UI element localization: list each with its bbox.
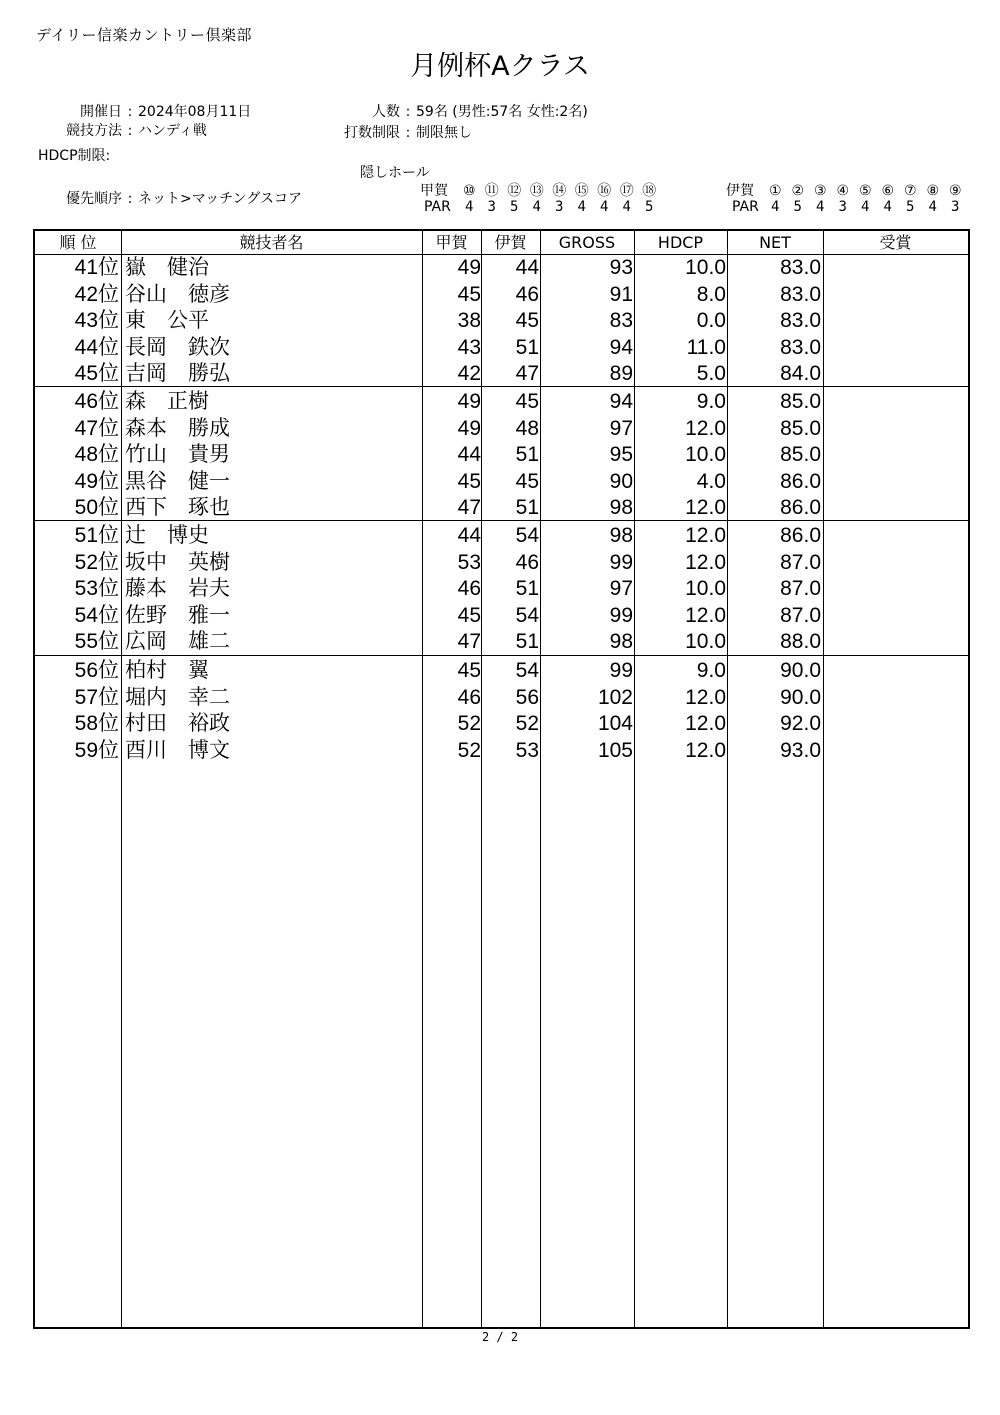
table-row xyxy=(35,603,968,630)
net-cell: 83.0 xyxy=(780,256,821,279)
results-table xyxy=(33,229,970,1329)
net-cell: 84.0 xyxy=(780,362,821,385)
player-name-cell: 竹山 貴男 xyxy=(125,443,230,466)
par-value: 4 xyxy=(532,199,541,215)
table-row xyxy=(35,658,968,685)
hdcp-cell: 5.0 xyxy=(696,362,726,385)
course-b-score-cell: 54 xyxy=(515,603,539,627)
player-name-cell: 西下 琢也 xyxy=(125,496,230,519)
course-a-pars xyxy=(424,199,661,215)
course-b-score-cell: 44 xyxy=(515,256,539,279)
gross-cell: 99 xyxy=(609,659,633,682)
rank-cell: 59位 xyxy=(74,738,119,762)
table-row xyxy=(35,550,968,577)
hole-number: ⑱ xyxy=(642,183,657,199)
player-name-cell: 長岡 鉄次 xyxy=(125,335,230,359)
net-cell: 85.0 xyxy=(780,416,821,440)
player-name-cell: 村田 裕政 xyxy=(125,712,230,735)
hidden-holes-label: 隠しホール xyxy=(360,165,430,181)
player-name-cell: 広岡 雄二 xyxy=(125,630,230,653)
par-value: 4 xyxy=(883,199,892,215)
info-date xyxy=(40,101,251,121)
course-a-score-cell: 49 xyxy=(457,416,481,440)
player-name-cell: 柏村 翼 xyxy=(125,659,209,682)
course-a-score-cell: 47 xyxy=(457,496,481,519)
rank-cell: 44位 xyxy=(74,335,119,359)
player-name-cell: 東 公平 xyxy=(125,309,209,332)
hdcp-cell: 10.0 xyxy=(685,256,726,279)
net-cell: 92.0 xyxy=(780,712,821,735)
course-a-score-cell: 45 xyxy=(457,282,481,306)
hole-number: ② xyxy=(791,183,805,199)
gross-cell: 99 xyxy=(609,603,633,627)
gross-cell: 94 xyxy=(609,390,633,413)
course-b-score-cell: 51 xyxy=(515,443,539,466)
course-a-score-cell: 46 xyxy=(457,577,481,600)
info-stroke-value: 制限無し xyxy=(416,125,472,141)
net-cell: 87.0 xyxy=(780,550,821,574)
info-players-value: 59名 (男性:57名 女性:2名) xyxy=(416,104,588,120)
table-row xyxy=(35,361,968,388)
table-row xyxy=(35,255,968,282)
gross-cell: 98 xyxy=(609,496,633,519)
par-value: 4 xyxy=(577,199,586,215)
course-a-score-cell: 52 xyxy=(457,738,481,762)
course-a-score-cell: 53 xyxy=(457,550,481,574)
page-title: 月例杯Aクラス xyxy=(410,51,590,82)
net-cell: 90.0 xyxy=(780,659,821,682)
table-row xyxy=(35,629,968,656)
course-b-score-cell: 53 xyxy=(515,738,539,762)
rank-cell: 43位 xyxy=(74,309,119,332)
hole-number: ③ xyxy=(813,183,827,199)
net-cell: 87.0 xyxy=(780,577,821,600)
course-a-score-cell: 42 xyxy=(457,362,481,385)
par-value: 3 xyxy=(951,199,960,215)
hole-number: ⑯ xyxy=(597,183,612,199)
player-name-cell: 森 正樹 xyxy=(125,390,209,413)
player-name-cell: 吉岡 勝弘 xyxy=(125,362,230,385)
rank-cell: 42位 xyxy=(74,282,119,306)
rank-cell: 48位 xyxy=(74,443,119,466)
course-b-score-cell: 48 xyxy=(515,416,539,440)
club-name: デイリー信楽カントリー倶楽部 xyxy=(36,26,252,44)
gross-cell: 105 xyxy=(597,738,633,762)
rank-cell: 47位 xyxy=(74,416,119,440)
course-a-score-cell: 44 xyxy=(457,443,481,466)
par-value: 4 xyxy=(600,199,609,215)
header-net: NET xyxy=(759,233,791,252)
rank-cell: 41位 xyxy=(74,256,119,279)
course-b-score-cell: 51 xyxy=(515,630,539,653)
hdcp-cell: 0.0 xyxy=(696,309,726,332)
course-b-score-cell: 51 xyxy=(515,335,539,359)
player-name-cell: 藤本 岩夫 xyxy=(125,577,230,600)
table-row xyxy=(35,523,968,550)
rank-cell: 54位 xyxy=(74,603,119,627)
net-cell: 88.0 xyxy=(780,630,821,653)
par-value: 5 xyxy=(906,199,915,215)
info-colon: : xyxy=(405,125,411,141)
course-b-pars xyxy=(732,199,967,215)
table-row xyxy=(35,389,968,416)
table-row xyxy=(35,335,968,362)
hdcp-cell: 12.0 xyxy=(685,524,726,547)
info-colon: : xyxy=(127,191,133,207)
table-row xyxy=(35,495,968,522)
course-b-score-cell: 51 xyxy=(515,577,539,600)
gross-cell: 91 xyxy=(609,282,633,306)
course-a-score-cell: 44 xyxy=(457,524,481,547)
rank-cell: 57位 xyxy=(74,685,119,709)
header-award: 受賞 xyxy=(879,233,912,252)
info-colon: : xyxy=(405,104,411,120)
net-cell: 85.0 xyxy=(780,443,821,466)
header-course-a: 甲賀 xyxy=(435,233,468,252)
par-value: 4 xyxy=(861,199,870,215)
info-colon: : xyxy=(127,104,133,120)
player-name-cell: 森本 勝成 xyxy=(125,416,230,440)
course-b-score-cell: 47 xyxy=(515,362,539,385)
hole-number: ④ xyxy=(836,183,850,199)
par-value: 4 xyxy=(928,199,937,215)
hole-number: ⑰ xyxy=(619,183,634,199)
net-cell: 86.0 xyxy=(780,469,821,493)
net-cell: 85.0 xyxy=(780,390,821,413)
par-value: 4 xyxy=(771,199,780,215)
table-row xyxy=(35,685,968,712)
hole-number: ⑤ xyxy=(858,183,872,199)
hdcp-cell: 12.0 xyxy=(685,712,726,735)
gross-cell: 104 xyxy=(597,712,633,735)
hole-number: ⑬ xyxy=(529,183,544,199)
gross-cell: 90 xyxy=(609,469,633,493)
course-a-score-cell: 52 xyxy=(457,712,481,735)
course-b-score-cell: 54 xyxy=(515,524,539,547)
info-players xyxy=(300,101,588,121)
hdcp-cell: 10.0 xyxy=(685,630,726,653)
player-name-cell: 黒谷 健一 xyxy=(125,469,230,493)
gross-cell: 83 xyxy=(609,309,633,332)
course-a-score-cell: 49 xyxy=(457,390,481,413)
info-method xyxy=(40,120,207,140)
gross-cell: 102 xyxy=(597,685,633,709)
info-date-value: 2024年08月11日 xyxy=(138,104,252,120)
hole-number: ⑫ xyxy=(507,183,522,199)
par-value: 3 xyxy=(838,199,847,215)
hole-number: ⑥ xyxy=(881,183,895,199)
page-number: 2 / 2 xyxy=(481,1330,519,1344)
course-a-score-cell: 38 xyxy=(457,309,481,332)
table-row xyxy=(35,576,968,603)
rank-cell: 50位 xyxy=(74,496,119,519)
rank-cell: 55位 xyxy=(74,630,119,653)
hdcp-cell: 12.0 xyxy=(685,550,726,574)
hole-number: ⑩ xyxy=(462,183,476,199)
par-value: 3 xyxy=(487,199,496,215)
gross-cell: 94 xyxy=(609,335,633,359)
info-hdcp-label: HDCP制限: xyxy=(38,148,111,164)
info-colon: : xyxy=(127,123,133,139)
hdcp-cell: 11.0 xyxy=(686,335,726,359)
hdcp-cell: 12.0 xyxy=(685,603,726,627)
net-cell: 90.0 xyxy=(780,685,821,709)
header-gross: GROSS xyxy=(558,233,616,252)
course-a-score-cell: 49 xyxy=(457,256,481,279)
header-name: 競技者名 xyxy=(239,233,304,252)
course-b-holes xyxy=(726,180,967,200)
par-value: 3 xyxy=(555,199,564,215)
course-b-score-cell: 46 xyxy=(515,550,539,574)
rank-cell: 49位 xyxy=(74,469,119,493)
par-value: 4 xyxy=(465,199,474,215)
course-b-score-cell: 45 xyxy=(515,469,539,493)
par-value: 4 xyxy=(622,199,631,215)
hdcp-cell: 12.0 xyxy=(685,738,726,762)
hole-number: ⑨ xyxy=(948,183,962,199)
info-method-label: 競技方法 xyxy=(66,123,122,139)
net-cell: 86.0 xyxy=(780,496,821,519)
rank-cell: 53位 xyxy=(74,577,119,600)
info-stroke-label: 打数制限 xyxy=(344,125,400,141)
table-row xyxy=(35,738,968,765)
net-cell: 83.0 xyxy=(780,309,821,332)
player-name-cell: 佐野 雅一 xyxy=(125,603,230,627)
info-priority xyxy=(40,188,302,208)
info-hdcp xyxy=(38,145,110,165)
info-method-value: ハンディ戦 xyxy=(138,123,207,139)
net-cell: 83.0 xyxy=(780,282,821,306)
player-name-cell: 坂中 英樹 xyxy=(125,550,230,574)
player-name-cell: 嶽 健治 xyxy=(125,256,209,279)
net-cell: 83.0 xyxy=(780,335,821,359)
info-priority-label: 優先順序 xyxy=(66,191,122,207)
course-a-score-cell: 45 xyxy=(457,659,481,682)
hdcp-cell: 4.0 xyxy=(696,469,726,493)
hole-number: ⑪ xyxy=(484,183,499,199)
rank-cell: 56位 xyxy=(74,659,119,682)
rank-cell: 51位 xyxy=(74,524,119,547)
course-b-score-cell: 56 xyxy=(515,685,539,709)
header-hdcp: HDCP xyxy=(657,233,704,252)
table-row xyxy=(35,711,968,738)
net-cell: 86.0 xyxy=(780,524,821,547)
course-b-score-cell: 45 xyxy=(515,390,539,413)
hdcp-cell: 12.0 xyxy=(685,416,726,440)
gross-cell: 97 xyxy=(609,577,633,600)
course-b-name: 伊賀 xyxy=(726,183,754,199)
hole-number: ⑦ xyxy=(903,183,917,199)
info-priority-value: ネット>マッチングスコア xyxy=(138,191,303,207)
rank-cell: 46位 xyxy=(74,390,119,413)
par-value: 5 xyxy=(793,199,802,215)
info-stroke xyxy=(300,122,472,142)
hdcp-cell: 10.0 xyxy=(685,577,726,600)
hole-number: ⑭ xyxy=(552,183,567,199)
table-row xyxy=(35,469,968,496)
hdcp-cell: 9.0 xyxy=(696,659,726,682)
player-name-cell: 堀内 幸二 xyxy=(125,685,230,709)
par-value: 5 xyxy=(645,199,654,215)
course-b-score-cell: 45 xyxy=(515,309,539,332)
hdcp-cell: 9.0 xyxy=(696,390,726,413)
hole-number: ⑧ xyxy=(926,183,940,199)
course-b-score-cell: 54 xyxy=(515,659,539,682)
rank-cell: 45位 xyxy=(74,362,119,385)
gross-cell: 99 xyxy=(609,550,633,574)
net-cell: 87.0 xyxy=(780,603,821,627)
course-a-name: 甲賀 xyxy=(420,183,448,199)
gross-cell: 93 xyxy=(609,256,633,279)
table-row xyxy=(35,416,968,443)
par-label: PAR xyxy=(732,199,759,215)
hole-number: ① xyxy=(768,183,782,199)
rank-cell: 58位 xyxy=(74,712,119,735)
hdcp-cell: 10.0 xyxy=(685,443,726,466)
gross-cell: 98 xyxy=(609,524,633,547)
course-a-score-cell: 46 xyxy=(457,685,481,709)
hdcp-cell: 12.0 xyxy=(685,496,726,519)
gross-cell: 95 xyxy=(609,443,633,466)
gross-cell: 98 xyxy=(609,630,633,653)
info-players-label: 人数 xyxy=(372,104,400,120)
table-row xyxy=(35,282,968,309)
par-label: PAR xyxy=(424,199,451,215)
hdcp-cell: 12.0 xyxy=(685,685,726,709)
player-name-cell: 辻 博史 xyxy=(125,524,209,547)
player-name-cell: 酉川 博文 xyxy=(125,738,230,762)
gross-cell: 97 xyxy=(609,416,633,440)
course-a-score-cell: 45 xyxy=(457,603,481,627)
course-b-score-cell: 52 xyxy=(515,712,539,735)
course-a-score-cell: 45 xyxy=(457,469,481,493)
hole-number: ⑮ xyxy=(574,183,589,199)
course-a-score-cell: 47 xyxy=(457,630,481,653)
table-row xyxy=(35,442,968,469)
course-b-score-cell: 46 xyxy=(515,282,539,306)
course-b-score-cell: 51 xyxy=(515,496,539,519)
info-date-label: 開催日 xyxy=(80,104,122,120)
par-value: 4 xyxy=(816,199,825,215)
course-a-holes xyxy=(420,180,661,200)
par-value: 5 xyxy=(510,199,519,215)
player-name-cell: 谷山 徳彦 xyxy=(125,282,230,306)
rank-cell: 52位 xyxy=(74,550,119,574)
net-cell: 93.0 xyxy=(780,738,821,762)
course-a-score-cell: 43 xyxy=(457,335,481,359)
hdcp-cell: 8.0 xyxy=(696,282,726,306)
header-rank: 順 位 xyxy=(59,233,97,252)
header-course-b: 伊賀 xyxy=(494,233,527,252)
table-row xyxy=(35,308,968,335)
gross-cell: 89 xyxy=(609,362,633,385)
